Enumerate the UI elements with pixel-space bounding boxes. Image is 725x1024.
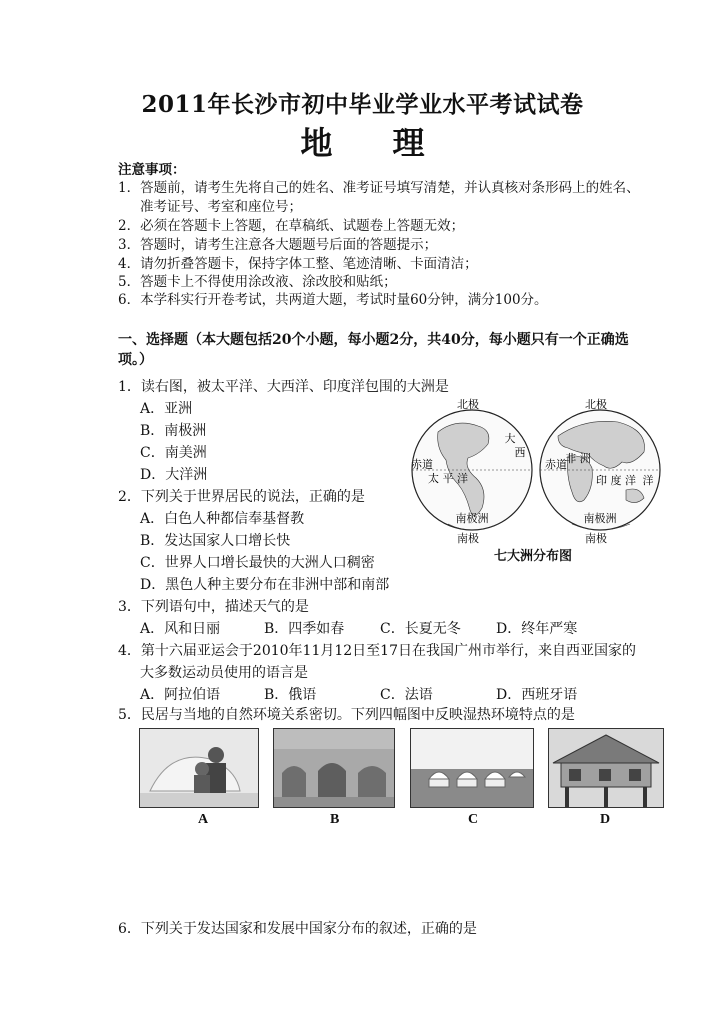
map-label-indian-ocean: 印 度 洋 [596,474,636,487]
notice-line-6: 6．本学科实行开卷考试，共两道大题，考试时量60分钟，满分100分。 [118,292,548,308]
photo-a-label: A [198,812,209,827]
notice-line-5: 5．答题卡上不得使用涂改液、涂改胶和贴纸； [118,274,397,290]
q1-option-a[interactable]: A．亚洲 [140,401,193,417]
subject-title [0,118,725,164]
map-label-antarctica-2: 南极洲 [583,512,617,525]
q1-stem: 1．读右图，被太平洋、大西洋、印度洋包围的大洲是 [118,379,449,395]
subject-char-1: 地 [300,124,333,162]
subject-char-2: 理 [392,124,425,162]
q4-option-d[interactable]: D．西班牙语 [496,687,578,703]
q2-stem: 2．下列关于世界居民的说法，正确的是 [118,489,365,505]
map-caption: 七大洲分布图 [494,549,573,564]
page-title: 2011年长沙市初中毕业学业水平考试试卷 [141,91,584,118]
q3-stem: 3．下列语句中，描述天气的是 [118,599,309,615]
notice-line-1: 1．答题前，请考生先将自己的姓名、准考证号填写清楚，并认真核对条形码上的姓名、 [118,180,640,196]
map-label-pacific-west: 太 平 洋 [428,472,468,485]
q2-option-b[interactable]: B．发达国家人口增长快 [140,533,291,549]
map-label-atlantic: 大 [504,432,516,445]
map-label-equator-1: 赤道 [411,458,433,471]
map-label-south-2: 南极 [585,532,607,545]
photo-d-label: D [600,812,611,827]
map-label-south-1: 南极 [457,532,479,545]
photo-d-stilt-house[interactable] [548,728,664,808]
q3-option-b[interactable]: B．四季如春 [264,621,345,637]
map-label-africa: 非 洲 [565,452,591,465]
map-label-north-1: 北极 [457,398,479,411]
photo-c-yurts[interactable] [410,728,534,808]
q2-option-a[interactable]: A．白色人种都信奉基督教 [140,511,305,527]
notice-line-1b: 准考证号、考室和座位号； [140,199,302,215]
map-label-north-2: 北极 [585,398,607,411]
q3-option-a[interactable]: A．风和日丽 [140,621,221,637]
world-map [408,396,664,546]
notice-line-4: 4．请勿折叠答题卡，保持字体工整、笔迹清晰、卡面清洁； [118,256,478,272]
q1-option-b[interactable]: B．南极洲 [140,423,207,439]
photo-c-label: C [468,812,479,827]
q4-option-c[interactable]: C．法语 [380,687,433,703]
q1-option-c[interactable]: C．南美洲 [140,445,207,461]
section-heading-line2: 项。） [118,352,153,368]
map-label-pacific-east: 洋 [642,474,654,487]
map-label-equator-2: 赤道 [545,458,567,471]
q6-stem: 6．下列关于发达国家和发展中国家分布的叙述，正确的是 [118,921,477,937]
section-heading-line1: 一、选择题（本大题包括20个小题，每小题2分，共40分，每小题只有一个正确选 [118,332,629,348]
q4-option-b[interactable]: B．俄语 [264,687,317,703]
q2-option-d[interactable]: D．黑色人种主要分布在非洲中部和南部 [140,577,390,593]
q4-stem-line1: 4．第十六届亚运会于2010年11月12日至17日在我国广州市举行，来自西亚国家的 [118,643,636,659]
q2-option-c[interactable]: C．世界人口增长最快的大洲人口稠密 [140,555,375,571]
q4-option-a[interactable]: A．阿拉伯语 [140,687,221,703]
photo-b-label: B [330,812,340,827]
photo-b-cave-dwelling[interactable] [273,728,395,808]
q5-stem: 5．民居与当地的自然环境关系密切。下列四幅图中反映湿热环境特点的是 [118,707,575,723]
notice-line-2: 2．必须在答题卡上答题，在草稿纸、试题卷上答题无效； [118,218,465,234]
q1-option-d[interactable]: D．大洋洲 [140,467,208,483]
notice-heading: 注意事项： [118,162,186,178]
q3-option-d[interactable]: D．终年严寒 [496,621,578,637]
q3-option-c[interactable]: C．长夏无冬 [380,621,461,637]
notice-line-3: 3．答题时，请考生注意各大题题号后面的答题提示； [118,237,438,253]
q4-stem-line2: 大多数运动员使用的语言是 [140,665,308,681]
photo-a-igloo[interactable] [139,728,259,808]
map-label-antarctica-1: 南极洲 [455,512,489,525]
map-label-atlantic-2: 西 [514,446,526,459]
